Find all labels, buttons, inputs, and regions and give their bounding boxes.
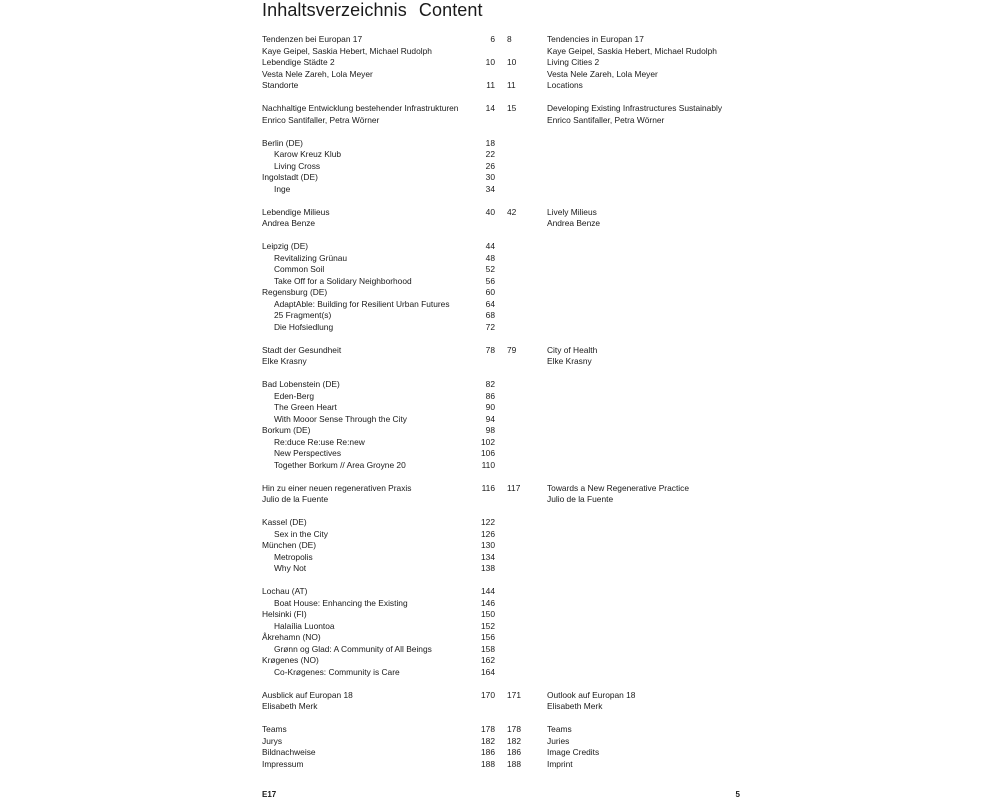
toc-page-german: 182 [481, 735, 495, 746]
toc-title-german: Karow Kreuz Klub [274, 149, 342, 159]
toc-title-german: Julio de la Fuente [262, 494, 329, 504]
toc-title-german: Regensburg (DE) [262, 287, 328, 297]
toc-title-german: Åkrehamn (NO) [262, 632, 321, 642]
toc-title-english: Enrico Santifaller, Petra Wörner [547, 114, 665, 125]
toc-entry[interactable] [0, 345, 1000, 357]
toc-entry[interactable] [0, 690, 1000, 702]
toc-spacer [0, 195, 1000, 207]
toc-page-german: 86 [485, 390, 495, 401]
title-english: Content [418, 0, 483, 20]
toc-entry[interactable] [0, 724, 1000, 736]
toc-page-german: 34 [485, 183, 495, 194]
toc-spacer [0, 92, 1000, 104]
toc-page-german: 68 [485, 310, 495, 320]
toc-entry[interactable] [0, 632, 1000, 644]
toc-title-german: Standorte [262, 80, 299, 90]
toc-subentry[interactable] [0, 437, 1000, 449]
toc-page-german: 102 [481, 436, 495, 447]
toc-entry[interactable] [0, 655, 1000, 667]
toc-entry[interactable] [0, 69, 1000, 81]
toc-entry[interactable] [0, 218, 1000, 230]
toc-entry[interactable] [0, 483, 1000, 495]
toc-title-german: Die Hofsiedlung [274, 321, 334, 332]
toc-title-german: Revitalizing Grünau [274, 252, 348, 263]
toc-subentry[interactable] [0, 276, 1000, 288]
toc-title-german: Sex in the City [274, 528, 328, 539]
toc-subentry[interactable] [0, 621, 1000, 633]
title-german: Inhaltsverzeichnis [262, 0, 407, 20]
toc-title-german: Kaye Geipel, Saskia Hebert, Michael Rudolph [262, 45, 432, 56]
toc-entry[interactable] [0, 494, 1000, 506]
toc-page-german: 40 [485, 206, 495, 217]
toc-page-german: 26 [485, 160, 495, 171]
toc-subentry[interactable] [0, 414, 1000, 426]
toc-page-german: 10 [485, 57, 495, 67]
footer-page-number: 5 [735, 790, 740, 799]
toc-page-german: 52 [485, 264, 495, 274]
toc-title-german: Tendenzen bei Europan 17 [262, 34, 363, 44]
toc-entry[interactable] [0, 586, 1000, 598]
toc-spacer [0, 333, 1000, 345]
toc-title-german: Common Soil [274, 264, 325, 274]
toc-subentry[interactable] [0, 552, 1000, 564]
toc-title-german: Teams [262, 724, 287, 734]
toc-title-german: Bildnachweise [262, 747, 316, 757]
toc-subentry[interactable] [0, 264, 1000, 276]
toc-title-german: Inge [274, 183, 291, 194]
toc-entry[interactable] [0, 356, 1000, 368]
toc-title-german: With Mooor Sense Through the City [274, 413, 407, 424]
toc-page-german: 144 [481, 586, 495, 596]
toc-subentry[interactable] [0, 402, 1000, 414]
toc-page-german: 146 [481, 597, 495, 608]
toc-page-english: 42 [507, 206, 517, 217]
toc-entry[interactable] [0, 103, 1000, 115]
toc-title-german: Ausblick auf Europan 18 [262, 689, 353, 700]
toc-entry[interactable] [0, 138, 1000, 150]
toc-page-german: 122 [481, 517, 495, 527]
toc-title-english: Developing Existing Infrastructures Sustainably [547, 103, 723, 113]
toc-entry[interactable] [0, 759, 1000, 771]
toc-page-german: 48 [485, 252, 495, 263]
toc-subentry[interactable] [0, 563, 1000, 575]
toc-entry[interactable] [0, 425, 1000, 437]
toc-title-english: Andrea Benze [547, 218, 601, 228]
toc-subentry[interactable] [0, 448, 1000, 460]
toc-title-english: Living Cities 2 [547, 57, 600, 67]
toc-page-german: 72 [485, 321, 495, 332]
toc-page-german: 78 [485, 344, 495, 355]
toc-page-english: 182 [507, 735, 521, 746]
toc-title-english: Vesta Nele Zareh, Lola Meyer [547, 68, 658, 79]
toc-page-german: 164 [481, 666, 495, 677]
toc-page-german: 162 [481, 655, 495, 665]
toc-page-german: 178 [481, 724, 495, 734]
toc-page-german: 106 [481, 448, 495, 458]
toc-title-german: Co-Krøgenes: Community is Care [274, 666, 400, 677]
toc-page-german: 152 [481, 620, 495, 631]
toc-subentry[interactable] [0, 310, 1000, 322]
toc-title-english: Elisabeth Merk [547, 701, 603, 711]
toc-page-german: 170 [481, 689, 495, 700]
toc-page-german: 138 [481, 563, 495, 573]
toc-page-english: 188 [507, 758, 521, 769]
toc-subentry[interactable] [0, 644, 1000, 656]
toc-spacer [0, 678, 1000, 690]
toc-subentry[interactable] [0, 149, 1000, 161]
toc-page-german: 90 [485, 402, 495, 412]
toc-page-german: 94 [485, 413, 495, 424]
toc-page-german: 134 [481, 551, 495, 562]
toc-page-german: 158 [481, 643, 495, 654]
toc-title-english: Julio de la Fuente [547, 494, 614, 504]
toc-page-german: 11 [486, 80, 495, 90]
toc-title-german: Boat House: Enhancing the Existing [274, 597, 408, 608]
toc-title-english: Juries [547, 735, 570, 746]
toc-page-german: 64 [485, 298, 495, 309]
toc-page-german: 44 [485, 241, 495, 251]
toc-title-german: Ingolstadt (DE) [262, 172, 318, 182]
toc-page-german: 130 [481, 540, 495, 550]
toc-subentry[interactable] [0, 161, 1000, 173]
toc-spacer [0, 471, 1000, 483]
toc-title-german: Berlin (DE) [262, 137, 303, 148]
toc-page-german: 22 [485, 149, 495, 159]
toc-title-german: Jurys [262, 735, 283, 746]
toc-page-german: 60 [485, 287, 495, 297]
toc-page-german: 188 [481, 758, 495, 769]
toc-title-german: Helsinki (FI) [262, 609, 307, 619]
toc-spacer [0, 230, 1000, 242]
toc-title-german: Grønn og Glad: A Community of All Beings [274, 643, 432, 654]
toc-subentry[interactable] [0, 667, 1000, 679]
toc-page-german: 186 [481, 747, 495, 757]
toc-title-german: Take Off for a Solidary Neighborhood [274, 275, 412, 286]
toc-title-german: Andrea Benze [262, 218, 316, 228]
toc-title-english: Teams [547, 724, 572, 734]
toc-page-german: 126 [481, 528, 495, 539]
toc-title-english: Towards a New Regenerative Practice [547, 482, 689, 493]
toc-title-english: Tendencies in Europan 17 [547, 34, 644, 44]
toc-title-german: The Green Heart [274, 402, 337, 412]
toc-entry[interactable] [0, 207, 1000, 219]
toc-page-english: 117 [507, 482, 521, 493]
toc-subentry[interactable] [0, 184, 1000, 196]
toc-title-english: Image Credits [547, 747, 600, 757]
toc-entry[interactable] [0, 115, 1000, 127]
toc-title-german: AdaptAble: Building for Resilient Urban Futures [274, 298, 450, 309]
toc-entry[interactable] [0, 747, 1000, 759]
toc-entry[interactable] [0, 379, 1000, 391]
toc-page-english: 8 [507, 34, 512, 44]
toc-page-german: 14 [485, 103, 495, 113]
toc-title-german: New Perspectives [274, 448, 342, 458]
toc-subentry[interactable] [0, 253, 1000, 265]
toc-title-german: München (DE) [262, 540, 316, 550]
toc-page-english: 10 [507, 57, 517, 67]
toc-page-english: 178 [507, 724, 521, 734]
toc-spacer [0, 575, 1000, 587]
toc-title-german: Living Cross [274, 160, 321, 171]
toc-title-german: Nachhaltige Entwicklung bestehender Infrastrukturen [262, 103, 459, 113]
toc-page-german: 18 [485, 137, 495, 148]
toc-subentry[interactable] [0, 529, 1000, 541]
footer-journal-label: E17 [262, 790, 277, 799]
toc-page-english: 15 [507, 103, 517, 113]
toc-title-english: Outlook auf Europan 18 [547, 689, 636, 700]
toc-title-german: Hin zu einer neuen regenerativen Praxis [262, 482, 412, 493]
toc-subentry[interactable] [0, 391, 1000, 403]
toc-entry[interactable] [0, 34, 1000, 46]
toc-entry[interactable] [0, 80, 1000, 92]
toc-title-english: Kaye Geipel, Saskia Hebert, Michael Rudolph [547, 45, 717, 56]
toc-title-german: Metropolis [274, 551, 313, 562]
toc-title-german: Elisabeth Merk [262, 701, 318, 711]
toc-title-german: Enrico Santifaller, Petra Wörner [262, 114, 380, 125]
toc-title-german: Krøgenes (NO) [262, 655, 319, 665]
toc-title-german: Why Not [274, 563, 307, 573]
toc-page-english: 11 [507, 80, 516, 90]
toc-title-english: Locations [547, 80, 583, 90]
toc-subentry[interactable] [0, 598, 1000, 610]
toc-spacer [0, 368, 1000, 380]
toc-title-german: Lebendige Städte 2 [262, 57, 335, 67]
toc-subentry[interactable] [0, 460, 1000, 472]
toc-entry[interactable] [0, 701, 1000, 713]
toc-page-german: 56 [485, 275, 495, 286]
toc-title-german: Lochau (AT) [262, 586, 308, 596]
toc-title-german: Impressum [262, 758, 304, 769]
toc-entry[interactable] [0, 46, 1000, 58]
toc-spacer [0, 713, 1000, 725]
toc-entry[interactable] [0, 241, 1000, 253]
toc-title-german: Leipzig (DE) [262, 241, 309, 251]
toc-title-german: Eden-Berg [274, 390, 315, 401]
toc-page-german: 156 [481, 632, 495, 642]
toc-spacer [0, 506, 1000, 518]
toc-entry[interactable] [0, 609, 1000, 621]
toc-page-english: 171 [507, 689, 521, 700]
toc-title-german: Stadt der Gesundheit [262, 344, 342, 355]
toc-title-english: Elke Krasny [547, 356, 592, 366]
toc-title-german: Together Borkum // Area Groyne 20 [274, 459, 406, 470]
toc-entry[interactable] [0, 517, 1000, 529]
toc-title-german: Lebendige Milieus [262, 206, 330, 217]
toc-title-german: Kassel (DE) [262, 517, 307, 527]
toc-page-english: 186 [507, 747, 521, 757]
toc-title-german: 25 Fragment(s) [274, 310, 332, 320]
toc-entry[interactable] [0, 540, 1000, 552]
toc-title-german: Elke Krasny [262, 356, 307, 366]
toc-title-german: Borkum (DE) [262, 425, 311, 435]
toc-page-german: 82 [485, 379, 495, 389]
page-title [262, 0, 483, 21]
toc-title-english: City of Health [547, 344, 598, 355]
toc-title-english: Imprint [547, 758, 573, 769]
toc-page-german: 110 [481, 459, 495, 470]
toc-page-english: 79 [507, 344, 517, 355]
toc-entry[interactable] [0, 57, 1000, 69]
toc-page-german: 30 [485, 172, 495, 182]
table-of-contents [0, 34, 1000, 770]
toc-entry[interactable] [0, 287, 1000, 299]
toc-title-german: Vesta Nele Zareh, Lola Meyer [262, 68, 373, 79]
toc-page-german: 6 [490, 34, 495, 44]
toc-entry[interactable] [0, 172, 1000, 184]
toc-page-german: 150 [481, 609, 495, 619]
toc-spacer [0, 126, 1000, 138]
toc-subentry[interactable] [0, 299, 1000, 311]
toc-title-german: Halaília Luontoa [274, 620, 335, 631]
toc-entry[interactable] [0, 736, 1000, 748]
toc-title-english: Lively Milieus [547, 206, 597, 217]
toc-page-german: 98 [485, 425, 495, 435]
toc-page-german: 116 [481, 482, 495, 493]
toc-title-german: Bad Lobenstein (DE) [262, 379, 340, 389]
toc-title-german: Re:duce Re:use Re:new [274, 436, 365, 447]
toc-subentry[interactable] [0, 322, 1000, 334]
